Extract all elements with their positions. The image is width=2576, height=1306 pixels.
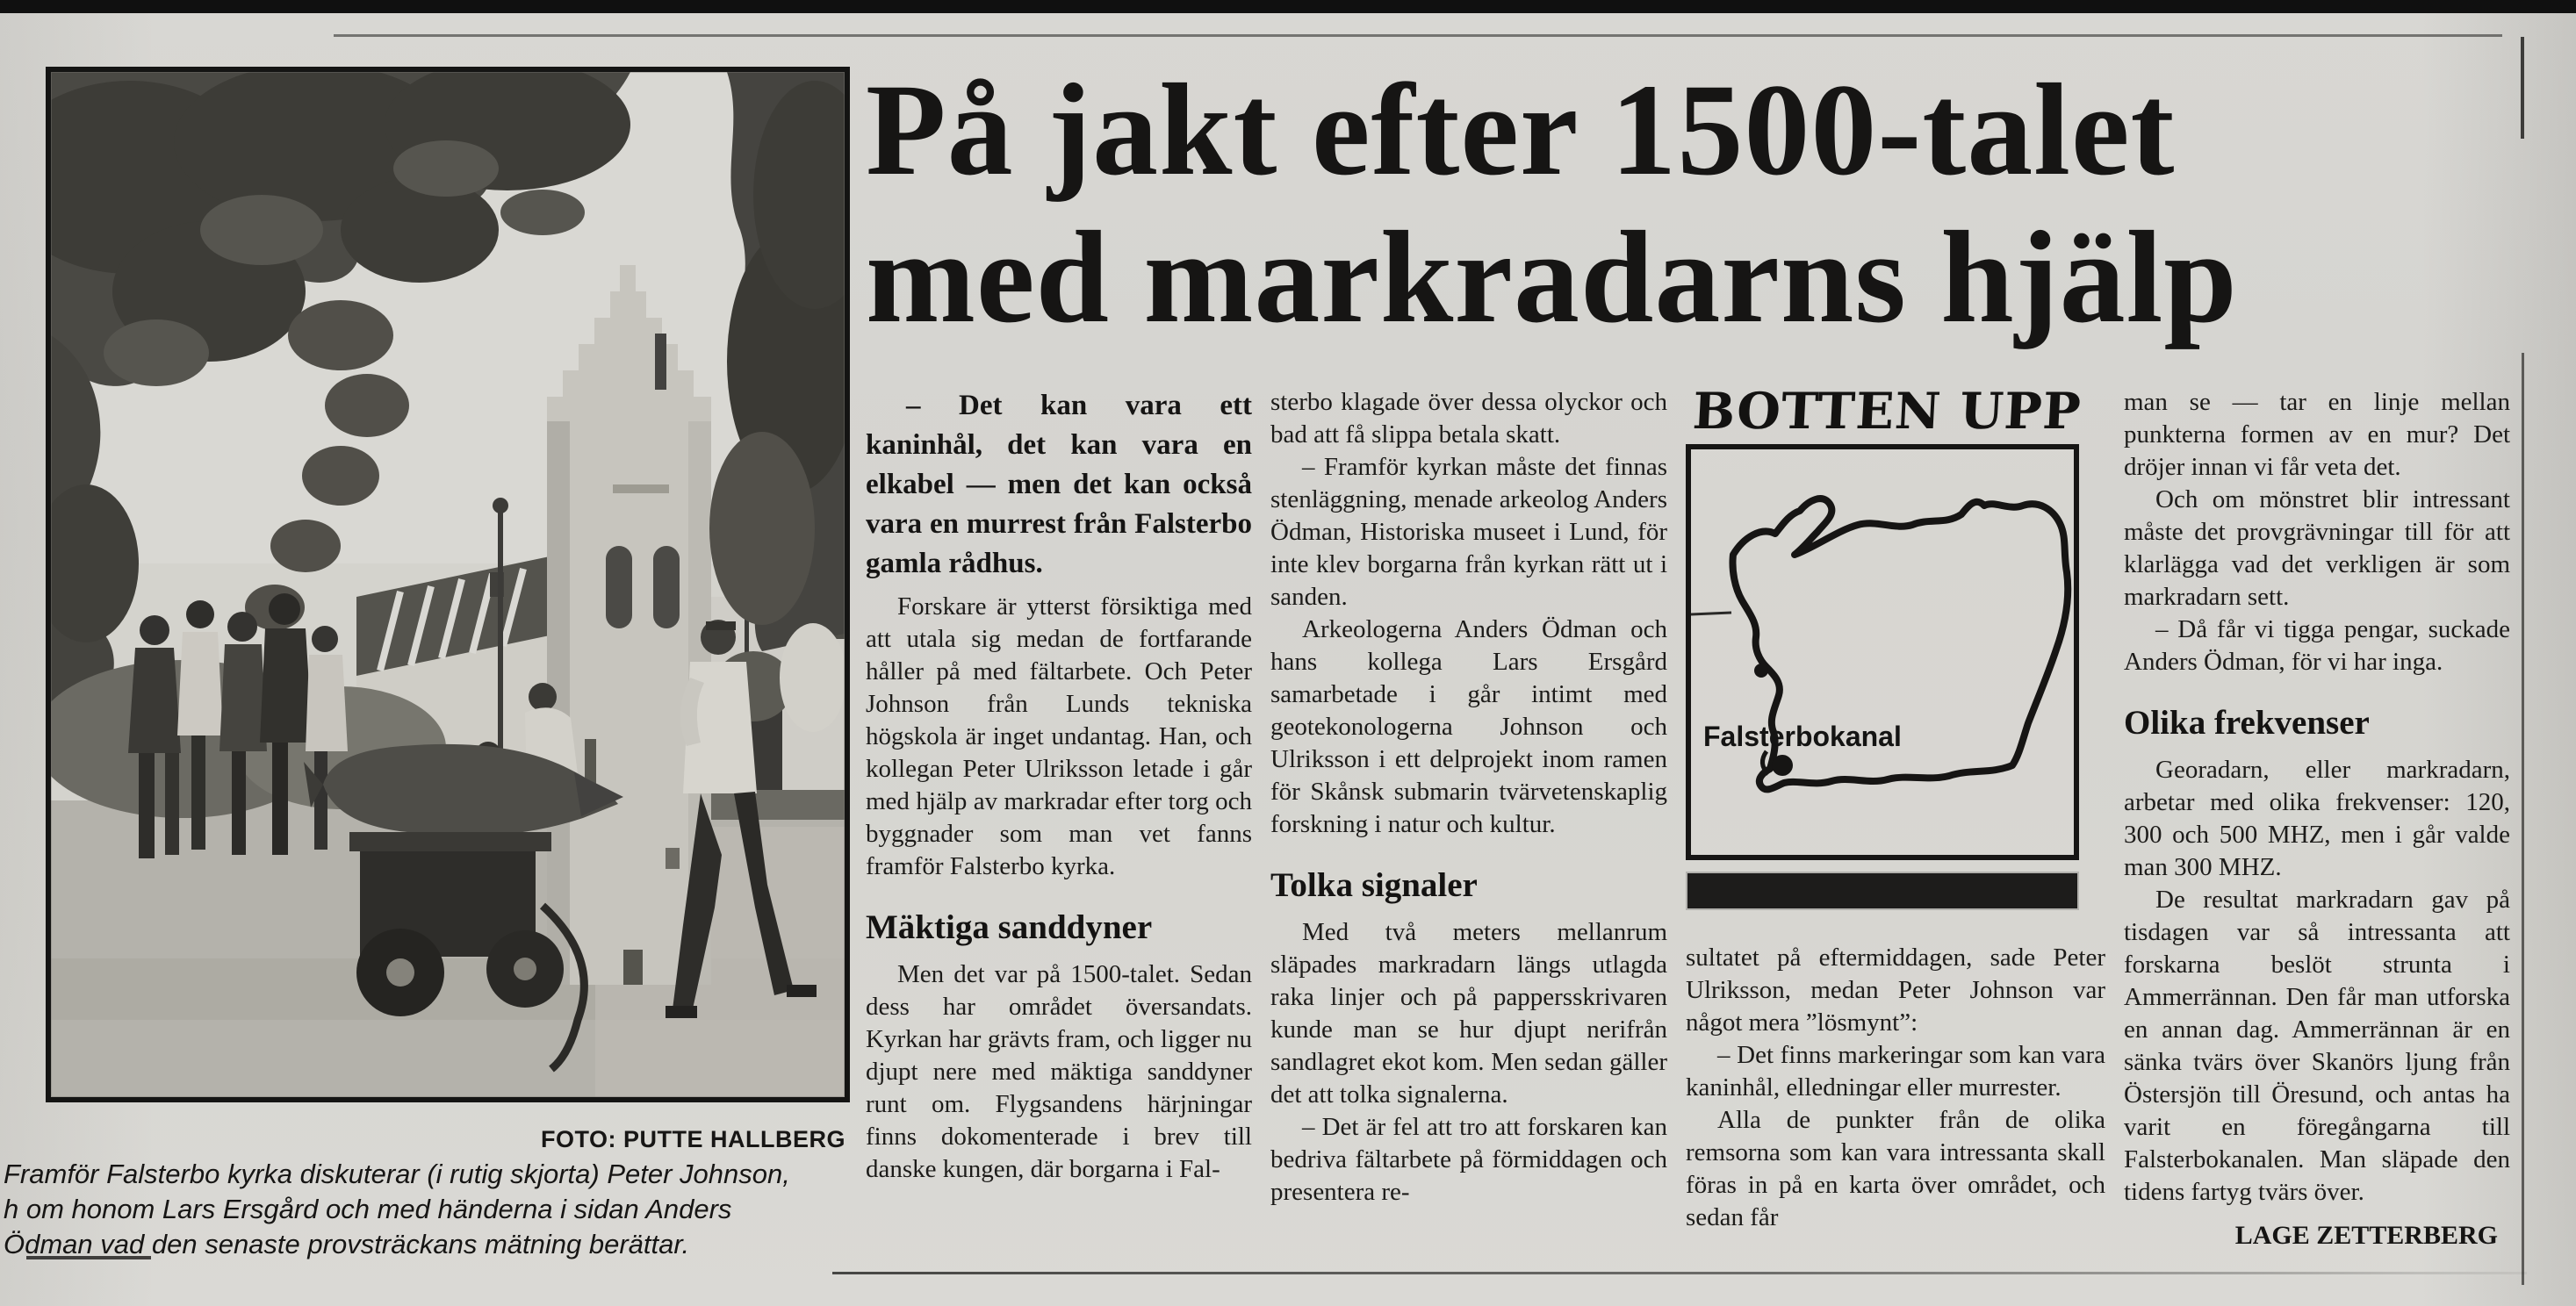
paragraph: sultatet på eftermiddagen, sade Peter Ulriksson, medan Peter Johnson var något mera ”lösmynt”: [1686, 944, 2105, 1037]
paragraph: – Det finns markeringar som kan vara kaninhål, elledningar eller murrester. [1686, 1041, 2105, 1101]
skane-map-outline [1691, 449, 2074, 855]
paragraph: – Det är fel att tro att forskaren kan bedriva fältarbete på förmiddagen och presentera re- [1270, 1113, 1667, 1206]
paragraph: man se — tar en linje mellan punkterna formen av en mur? Det dröjer innan vi får veta det. [2124, 388, 2510, 481]
article-body [866, 382, 2527, 1251]
map-title: BOTTEN UPP [1691, 382, 2083, 441]
paragraph: sterbo klagade över dessa olyckor och bad att få slippa betala skatt. [1270, 388, 1667, 448]
subhead-maktiga-sanddyner: Mäktiga sanddyner [866, 908, 1153, 946]
paragraph: Georadarn, eller markradarn, arbetar med olika frekvenser: 120, 300 och 500 MHZ, men i går valde man 300 MHZ. [2124, 756, 2510, 881]
subhead-olika-frekvenser: Olika frekvenser [2124, 704, 2370, 742]
paragraph: – Då får vi tigga pengar, suckade Anders Ödman, för vi har inga. [2124, 615, 2510, 676]
body-column-2 [1270, 386, 1667, 1209]
photo-caption [4, 1157, 857, 1262]
paragraph: Men det var på 1500-talet. Sedan dess har området översandats. Kyrkan har grävts fram, och ligger nu djupt nere med mäktiga sanddyner runt om. Flygsandens härjningar finns dokomenterade i brev till danske kungen, där borgarna i Fal- [866, 960, 1252, 1183]
headline-line1: På jakt efter 1500-talet [866, 57, 2176, 203]
article-byline: LAGE ZETTERBERG [2234, 1221, 2498, 1250]
news-photo [46, 67, 850, 1102]
paragraph: Alla de punkter från de olika remsorna som kan vara intressanta skall föras in på en karta över området, och sedan får [1686, 1106, 2105, 1231]
paragraph: Och om mönstret blir intressant måste det provgrävningar till för att klarlägga vad det verkligen är som markradarn sett. [2124, 485, 2510, 611]
paragraph: Med två meters mellanrum släpades markradarn längs utlagda raka linjer och på pappersskrivaren kunde man se hur djupt nerifrån sandlagret ekot kom. Men sedan gäller det att tolka signalerna. [1270, 918, 1667, 1109]
map-label-falsterbokanal: Falsterbokanal [1703, 721, 1902, 752]
photo-caption-line1: Framför Falsterbo kyrka diskuterar (i rutig skjorta) Peter Johnson, [4, 1159, 790, 1189]
paragraph: – Framför kyrkan måste det finnas stenläggning, menade arkeolog Anders Ödman, Historiska museet i Lund, för inte klev borgarna från kyrkan rätt ut i sanden. [1270, 453, 1667, 611]
body-column-3 [1686, 382, 2105, 1234]
photo-caption-line3: Ödman vad den senaste provsträckans mätning berättar. [4, 1229, 690, 1259]
photo-illustration [51, 72, 845, 1097]
skane-map [1686, 444, 2079, 860]
article-headline [866, 56, 2534, 351]
photo-credit: FOTO: PUTTE HALLBERG [541, 1126, 845, 1152]
headline-line2: med markradarns hjälp [866, 205, 2238, 350]
bottom-horizontal-rule [832, 1272, 2527, 1274]
lead-paragraph: – Det kan vara ett kaninhål, det kan vara en elkabel — men det kan också vara en murrest från Falsterbo gamla rådhus. [866, 390, 1252, 579]
paragraph: Arkeologerna Anders Ödman och hans kollega Lars Ersgård samarbetade i går intimt med geotekonologerna Johnson och Ulriksson i ett delprojekt inom ramen för Skånsk submarin tvärvetenskaplig forskning i natur och kultur. [1270, 615, 1667, 838]
map-caption-black-bar [1686, 872, 2079, 910]
paragraph: Forskare är ytterst försiktiga med att utala sig medan de fortfarande håller på med fältarbete. Och Peter Johnson från Lunds tekniska högskola är inget undantag. Han, och kollegan Peter Ulriksson letade i går med hjälp av markradar efter torg och byggnader som man vet fanns framför Falsterbo kyrka. [866, 592, 1252, 880]
subhead-tolka-signaler: Tolka signaler [1270, 866, 1478, 904]
top-horizontal-rule [334, 34, 2502, 37]
paragraph: De resultat markradarn gav på tisdagen var så intressanta att forskarna beslöt strunta i Ammerrännan. Den får man utforska en annan dag. Ammerrännan är en sänka tvärs över Skanörs ljung från Östersjön till Öresund, och antas ha varit en föregångarna till Falsterbokanalen. Man släpade den tidens fartyg tvärs över. [2124, 886, 2510, 1206]
body-column-1 [866, 386, 1252, 1186]
body-column-4 [2124, 386, 2510, 1251]
photo-caption-line2: h om honom Lars Ersgård och med händerna i sidan Anders [4, 1194, 732, 1224]
scan-top-black-strip [0, 0, 2576, 13]
